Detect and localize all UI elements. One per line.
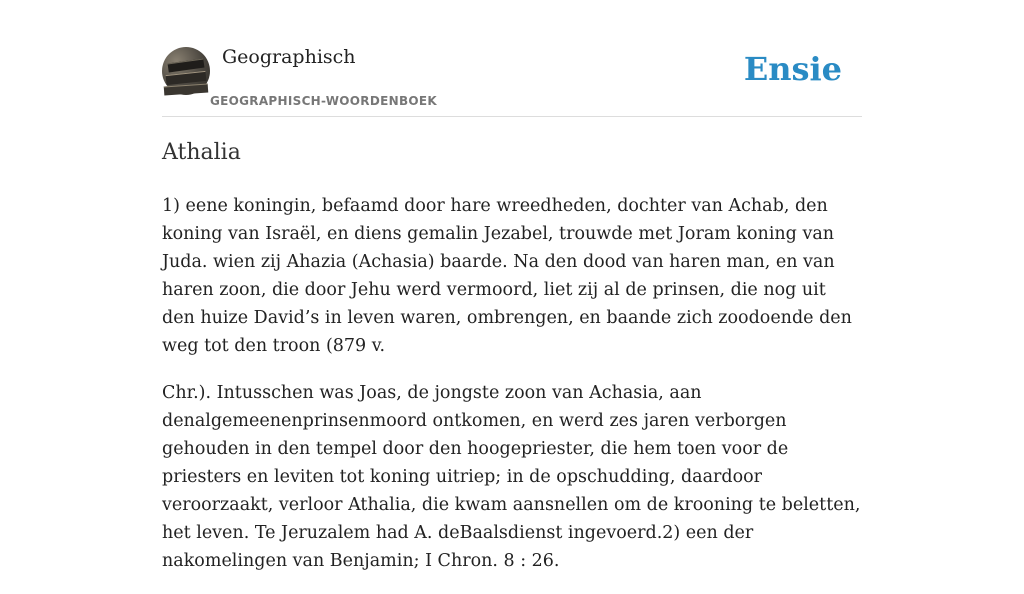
article-body bbox=[162, 192, 862, 594]
brand-logo-link[interactable]: Ensie bbox=[743, 50, 842, 88]
site-header bbox=[162, 40, 862, 117]
books-avatar-icon[interactable] bbox=[162, 47, 210, 95]
site-title-link[interactable]: Geographisch bbox=[222, 46, 356, 68]
book-shape bbox=[168, 59, 205, 73]
site-subtitle: GEOGRAPHISCH-WOORDENBOEK bbox=[210, 94, 437, 108]
book-shape bbox=[164, 83, 209, 95]
article-paragraph: 1) eene koningin, befaamd door hare wreedheden, dochter van Achab, den koning van Israël, en diens gemalin Jezabel, trouwde met Joram koning van Juda. wien zij Ahazia (Achasia) baarde. Na den dood van haren man, en van haren zoon, die door Jehu werd vermoord, liet zij al de prinsen, die nog uit den huize David’s in leven waren, ombrengen, en baande zich zoodoende den weg tot den troon (879 v. bbox=[162, 196, 852, 356]
article-paragraph: Chr.). Intusschen was Joas, de jongste zoon van Achasia, aan denalgemeenenprinsenmoord ontkomen, en werd zes jaren verborgen gehouden in den tempel door den hoogepriester, die hem toen voor de priesters en leviten tot koning uitriep; in de opschudding, daardoor veroorzaakt, verloor Athalia, die kwam aansnellen om de krooning te beletten, het leven. Te Jeruzalem had A. deBaalsdienst ingevoerd.2) een der nakomelingen van Benjamin; I Chron. 8 : 26. bbox=[162, 383, 861, 571]
article-title: Athalia bbox=[162, 140, 241, 165]
